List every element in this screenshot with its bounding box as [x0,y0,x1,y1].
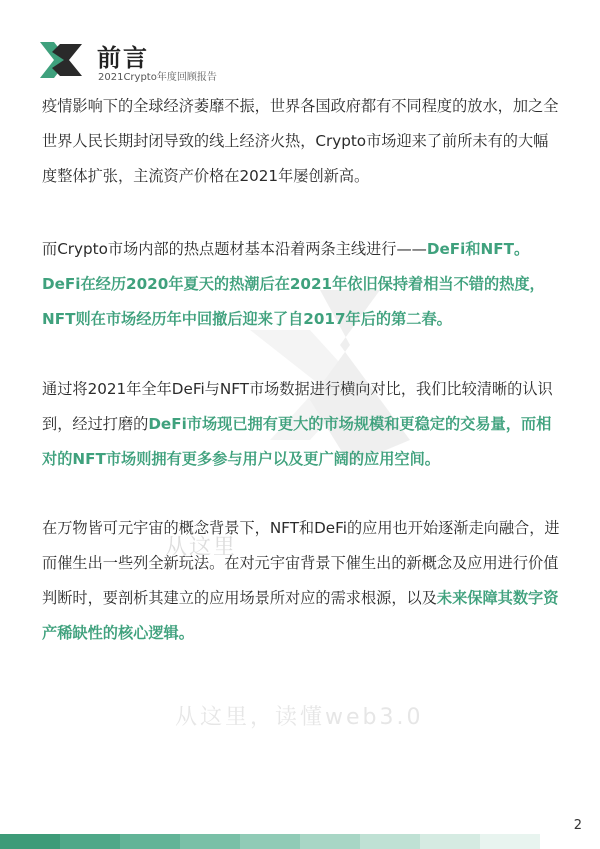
logo-icon [40,42,82,78]
bar-segment [360,834,420,849]
page-title: 前言 [97,44,149,72]
bar-segment [300,834,360,849]
watermark-text: 从这里 [165,535,238,560]
paragraph-text: 通过将2021年全年DeFi与NFT市场数据进行横向对比，我们比较清晰的认识到，经过打磨的 [42,380,553,433]
highlight-text: 未来保障其数字资产稀缺性的核心逻辑。 [42,589,559,642]
bar-segment [180,834,240,849]
report-subtitle: 2021Crypto年度回顾报告 [98,72,217,83]
bar-segment [480,834,540,849]
watermark-text: 从这里，读懂web3.0 [175,705,424,730]
highlight-text: DeFi和NFT。DeFi在经历2020年夏天的热潮后在2021年依旧保持着相当不错的热度，NFT则在市场经历年中回撤后迎来了自2017年后的第二春。 [42,240,545,328]
paragraph-1 [42,89,562,194]
bar-segment [420,834,480,849]
paragraph-2 [42,232,562,337]
footer-gradient-bar [0,834,540,849]
bar-segment [0,834,60,849]
highlight-text: DeFi市场现已拥有更大的市场规模和更稳定的交易量，而相对的NFT市场则拥有更多参与用户以及更广阔的应用空间。 [42,415,552,468]
bar-segment [120,834,180,849]
paragraph-text: 疫情影响下的全球经济萎靡不振，世界各国政府都有不同程度的放水，加之全世界人民长期封闭导致的线上经济火热，Crypto市场迎来了前所未有的大幅度整体扩张，主流资产价格在2021年屡创新高。 [42,97,559,185]
paragraph-text: 在万物皆可元宇宙的概念背景下，NFT和DeFi的应用也开始逐渐走向融合，进而催生出一些列全新玩法。在对元宇宙背景下催生出的新概念及应用进行价值判断时，要剖析其建立的应用场景所对应的需求根源，以及 [42,519,560,607]
paragraph-text: 而Crypto市场内部的热点题材基本沿着两条主线进行—— [42,240,427,258]
page-number: 2 [573,818,582,833]
paragraph-3 [42,372,562,477]
bar-segment [240,834,300,849]
paragraph-4 [42,511,562,651]
bar-segment [60,834,120,849]
